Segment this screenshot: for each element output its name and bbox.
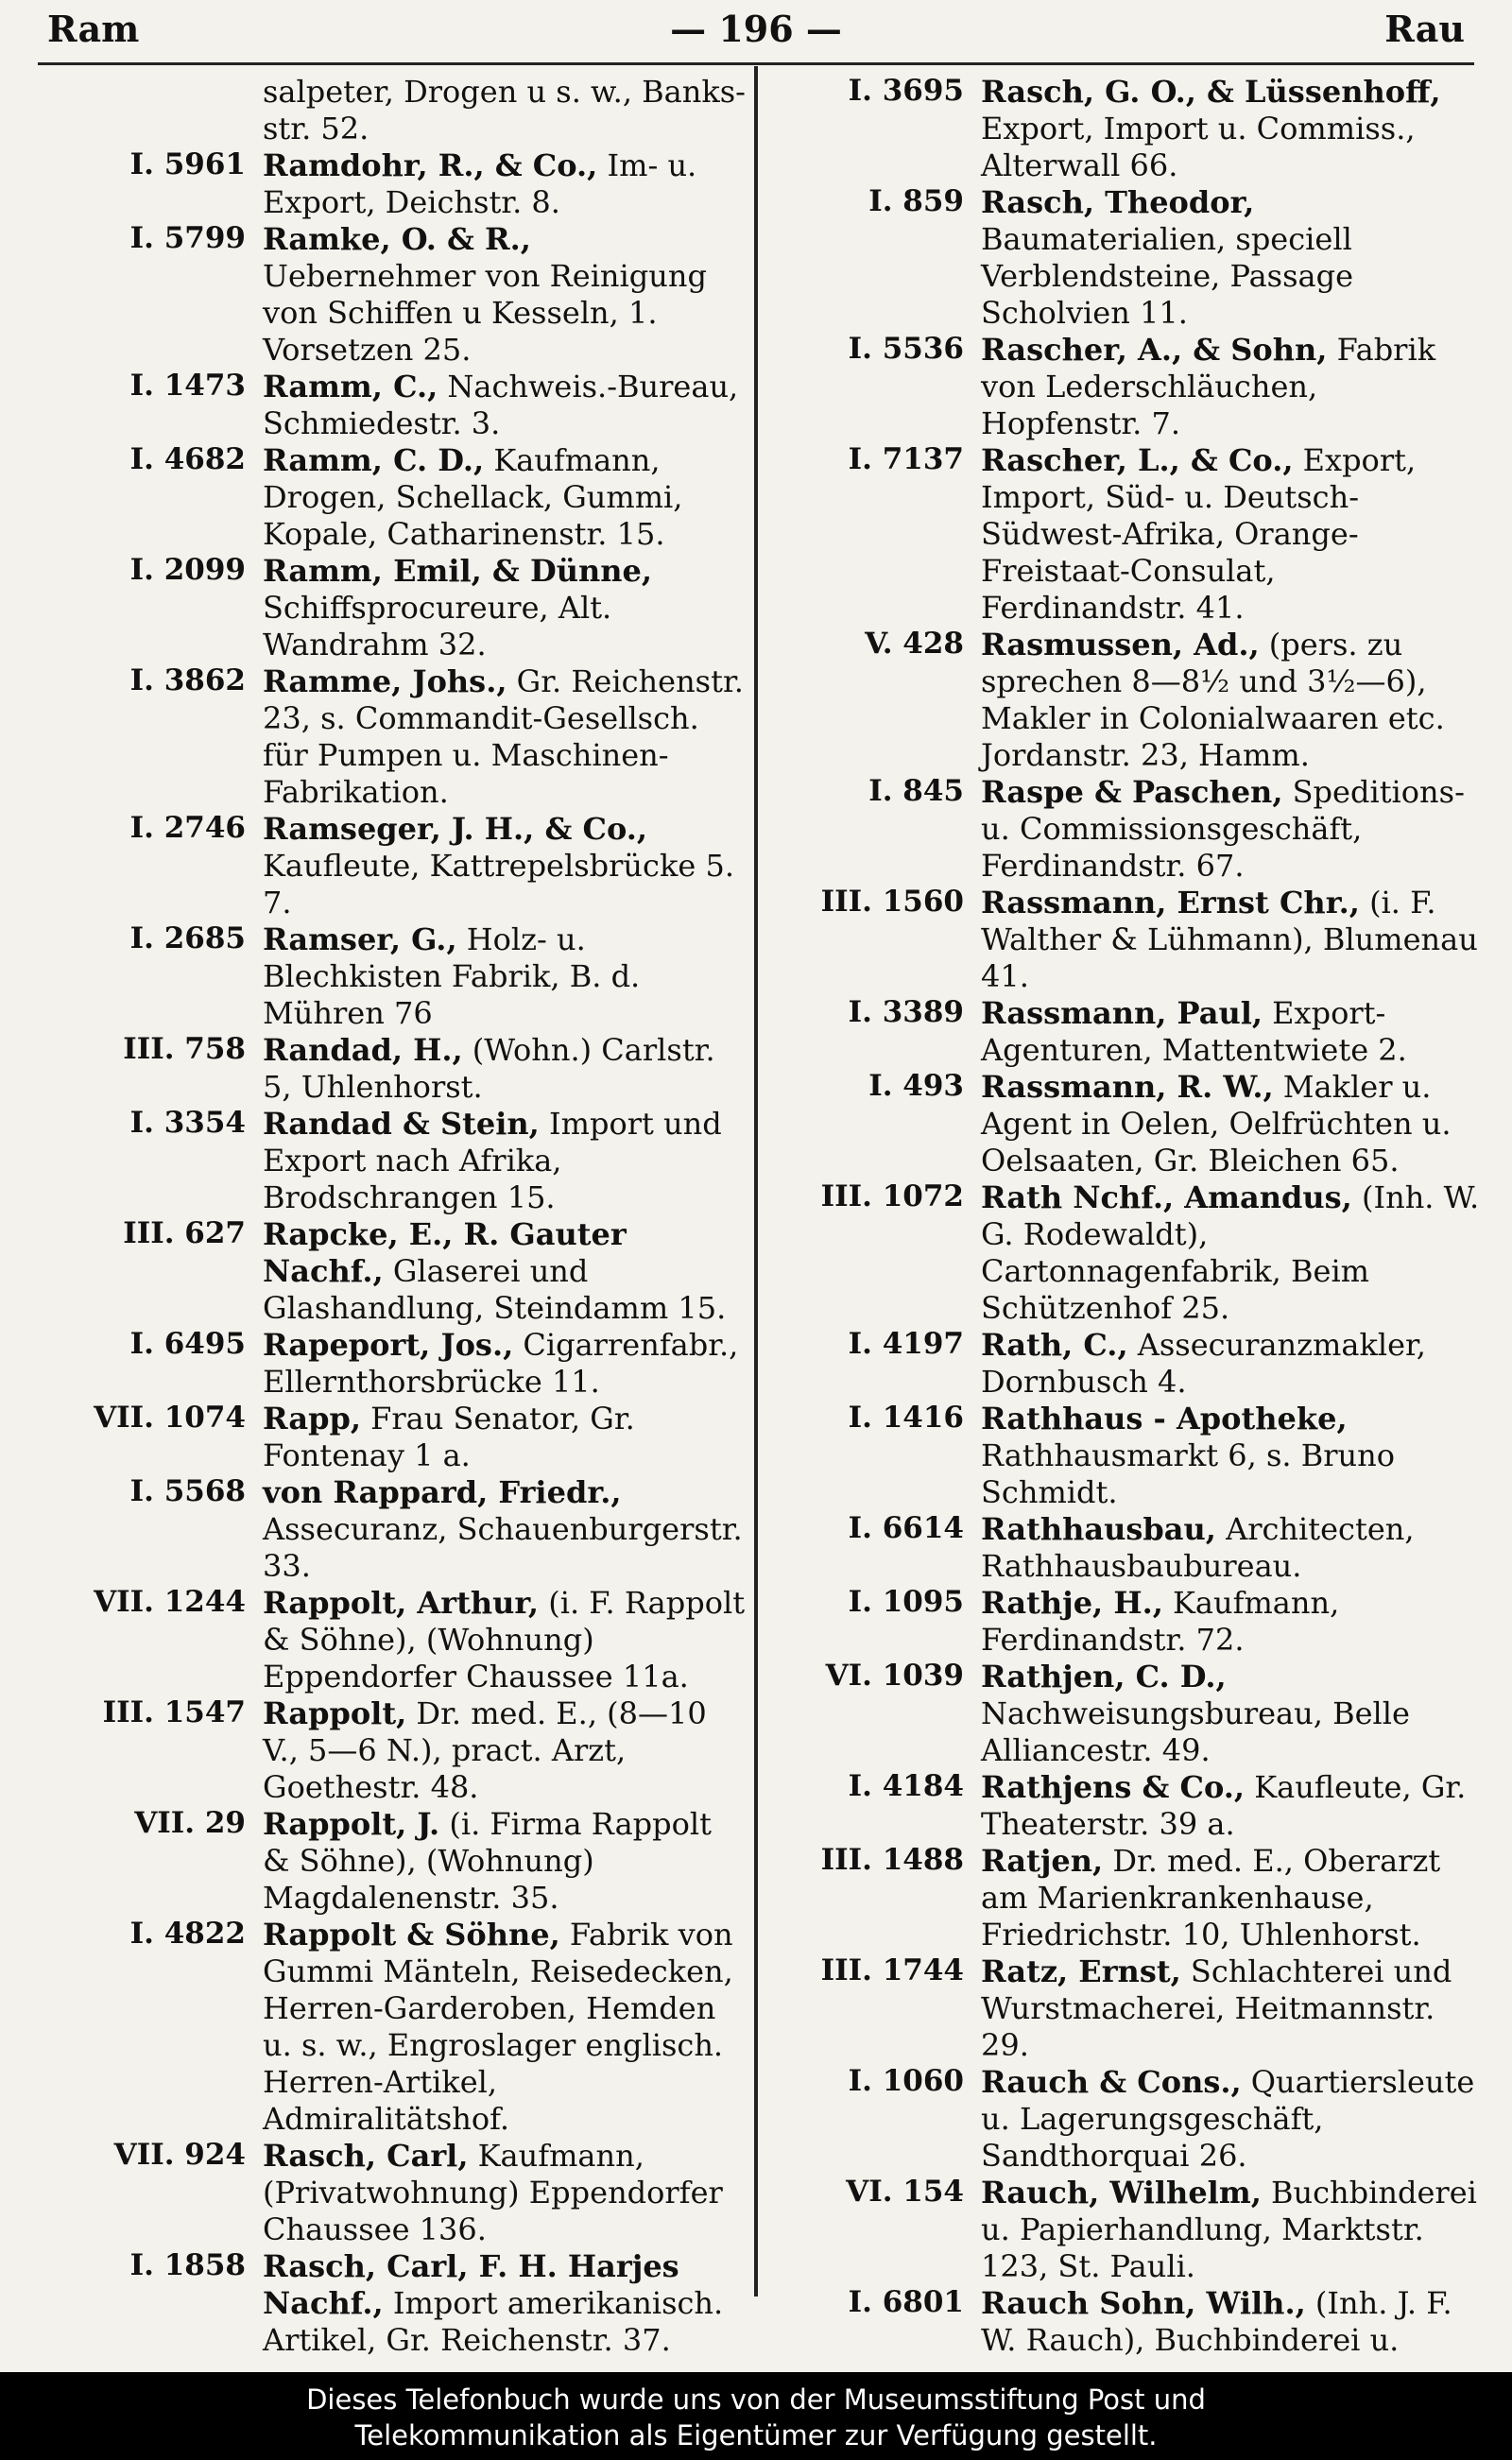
entry-details: Dr. med. E., (8—10 V., 5—6 N.), pract. Arzt, Goethestr. 48. <box>263 1695 707 1805</box>
entry-details: Import amerikanisch. Artikel, Gr. Reichenstr. 37. <box>263 2285 724 2358</box>
directory-entry <box>57 1032 747 1106</box>
entry-details: Uebernehmer von Reinigung von Schiffen u Kesseln, 1. Vorsetzen 25. <box>263 258 707 368</box>
phone-number: I. 3354 <box>129 1106 246 1140</box>
footer-line-2: Telekommunikation als Eigentümer zur Verfügung gestellt. <box>354 2419 1158 2451</box>
entry-details: Buchbinderei u. Papierhandlung, Marktstr. 123, St. Pauli. <box>981 2175 1477 2284</box>
entry-details: Schiffsprocureure, Alt. Wandrahm 32. <box>263 590 612 662</box>
entry-text <box>246 442 747 553</box>
entry-details: Rathhausmarkt 6, s. Bruno Schmidt. <box>981 1437 1395 1510</box>
entry-text <box>964 1769 1480 1843</box>
entry-name: Rauch & Cons., <box>981 2064 1242 2100</box>
entry-name: Rassmann, R. W., <box>981 1069 1274 1105</box>
entry-text <box>246 2248 747 2359</box>
footer-notice <box>0 2372 1512 2460</box>
entry-name: Rathhaus - Apotheke, <box>981 1401 1348 1436</box>
directory-entry <box>57 1106 747 1216</box>
entry-details: Assecuranz, Schauenburgerstr. 33. <box>263 1511 743 1584</box>
entry-text <box>964 74 1480 184</box>
entry-details: Frau Senator, Gr. Fontenay 1 a. <box>263 1401 635 1473</box>
directory-entry <box>781 332 1480 442</box>
entry-name: Rasch, Carl, <box>263 2138 469 2174</box>
entry-name: Ramm, Emil, & Dünne, <box>263 553 652 589</box>
directory-entry <box>57 74 747 147</box>
phone-number: I. 5799 <box>129 221 246 255</box>
entry-details: Nachweis.-Bureau, Schmiedestr. 3. <box>263 369 739 441</box>
phone-number: I. 3862 <box>129 663 246 697</box>
entry-name: Ramser, G., <box>263 921 457 957</box>
directory-entry <box>781 74 1480 184</box>
entry-name: Rascher, A., & Sohn, <box>981 332 1328 368</box>
directory-entry <box>57 2138 747 2248</box>
phone-number: VI. 1039 <box>825 1659 964 1693</box>
phone-number: III. 1488 <box>820 1843 964 1877</box>
entry-text <box>964 1179 1480 1327</box>
directory-entry <box>781 1327 1480 1401</box>
phone-number: I. 2099 <box>129 553 246 587</box>
entry-text <box>246 1695 747 1806</box>
entry-text <box>964 184 1480 332</box>
entry-details: Dr. med. E., Oberarzt am Marienkrankenhause, Friedrichstr. 10, Uhlenhorst. <box>981 1843 1441 1953</box>
entry-details: Kaufleute, Kattrepelsbrücke 5. 7. <box>263 848 734 920</box>
phone-number: I. 6801 <box>848 2285 964 2319</box>
entry-name: Rath, C., <box>981 1327 1128 1363</box>
directory-entry <box>781 1953 1480 2064</box>
entry-name: Rappolt, <box>263 1695 407 1731</box>
entry-details: Kaufmann, Ferdinandstr. 72. <box>981 1585 1340 1658</box>
entry-text <box>246 921 747 1032</box>
directory-entry <box>57 147 747 221</box>
entry-details: (Wohn.) Carlstr. 5, Uhlenhorst. <box>263 1032 715 1105</box>
entry-text <box>246 1401 747 1474</box>
entry-name: Rascher, L., & Co., <box>981 442 1294 478</box>
phone-number: III. 627 <box>123 1216 246 1250</box>
entry-name: Ramseger, J. H., & Co., <box>263 811 647 847</box>
entry-text <box>246 1216 747 1327</box>
entry-name: Rauch Sohn, Wilh., <box>981 2285 1306 2321</box>
phone-number: I. 1095 <box>848 1585 964 1619</box>
entry-details: Assecuranzmakler, Dornbusch 4. <box>981 1327 1426 1400</box>
entry-text <box>964 995 1480 1069</box>
phone-number: I. 1858 <box>129 2248 246 2282</box>
directory-entry <box>781 885 1480 995</box>
entry-details: Import und Export nach Afrika, Brodschrangen 15. <box>263 1106 722 1215</box>
phone-number: I. 1416 <box>848 1401 964 1435</box>
entry-text <box>246 553 747 663</box>
directory-entry <box>781 1843 1480 1953</box>
directory-entry <box>781 1585 1480 1659</box>
entry-details: (pers. zu sprechen 8—8½ und 3½—6), Makler in Colonialwaaren etc. Jordanstr. 23, Hamm. <box>981 627 1445 773</box>
entry-name: Ramdohr, R., & Co., <box>263 147 598 183</box>
entry-details: Gr. Reichenstr. 23, s. Commandit-Gesellsch. für Pumpen u. Maschinen-Fabrikation. <box>263 663 744 810</box>
directory-entry <box>57 1401 747 1474</box>
phone-number: VII. 29 <box>134 1806 246 1840</box>
phone-number: VII. 1244 <box>94 1585 246 1619</box>
entry-text <box>246 1585 747 1695</box>
entry-details: (i. Firma Rappolt & Söhne), (Wohnung) Magdalenenstr. 35. <box>263 1806 712 1916</box>
entry-details: Export, Import, Süd- u. Deutsch-Südwest-Afrika, Orange-Freistaat-Consulat, Ferdinandstr. 41. <box>981 442 1417 626</box>
phone-number: III. 758 <box>123 1032 246 1066</box>
column-divider <box>754 66 758 2297</box>
entry-details: Export, Import u. Commiss., Alterwall 66. <box>981 111 1416 183</box>
phone-number: III. 1560 <box>820 885 964 919</box>
entry-text <box>246 2138 747 2248</box>
entry-details: Kaufleute, Gr. Theaterstr. 39 a. <box>981 1769 1467 1842</box>
entry-name: Randad, H., <box>263 1032 463 1068</box>
entry-details: Holz- u. Blechkisten Fabrik, B. d. Mühren 76 <box>263 921 641 1031</box>
phone-number: I. 5568 <box>129 1474 246 1508</box>
phone-number <box>57 74 246 147</box>
directory-entry <box>57 921 747 1032</box>
directory-entry <box>57 1585 747 1695</box>
entry-text <box>246 1032 747 1106</box>
entry-name: Rassmann, Ernst Chr., <box>981 885 1360 920</box>
entry-name: Ramke, O. & R., <box>263 221 531 257</box>
entry-name: Rasch, Theodor, <box>981 184 1255 220</box>
phone-number: III. 1547 <box>102 1695 246 1729</box>
phone-number: I. 859 <box>868 184 964 218</box>
directory-entry <box>57 1695 747 1806</box>
entry-name: Ratz, Ernst, <box>981 1953 1181 1989</box>
entry-details: Glaserei und Glashandlung, Steindamm 15. <box>263 1253 727 1326</box>
phone-number: I. 3695 <box>848 74 964 108</box>
directory-entry <box>781 184 1480 332</box>
phone-number: I. 1060 <box>848 2064 964 2098</box>
entry-details: Architecten, Rathhausbaubureau. <box>981 1511 1415 1584</box>
entry-text <box>964 1069 1480 1179</box>
entry-name: Rappolt, Arthur, <box>263 1585 540 1621</box>
directory-entry <box>781 2175 1480 2285</box>
header-left-keyword: Ram <box>47 8 140 50</box>
directory-entry <box>781 1659 1480 1769</box>
entry-text <box>246 663 747 811</box>
directory-entry <box>781 442 1480 627</box>
directory-entry <box>57 1917 747 2138</box>
footer-line-1: Dieses Telefonbuch wurde uns von der Museumsstiftung Post und <box>306 2383 1206 2416</box>
phone-number: I. 6614 <box>848 1511 964 1545</box>
entry-details: (i. F. Walther & Lühmann), Blumenau 41. <box>981 885 1478 994</box>
entry-text <box>964 442 1480 627</box>
entry-name: von Rappard, Friedr., <box>263 1474 622 1510</box>
entry-name: Rappolt, J. <box>263 1806 440 1842</box>
entry-details: Nachweisungsbureau, Belle Alliancestr. 49. <box>981 1695 1410 1768</box>
phone-number: I. 493 <box>868 1069 964 1103</box>
entry-text <box>246 1327 747 1401</box>
directory-entry <box>57 1474 747 1585</box>
entry-name: Rathjen, C. D., <box>981 1659 1227 1694</box>
directory-entry <box>57 2248 747 2359</box>
entry-details: Makler u. Agent in Oelen, Oelfrüchten u. Oelsaaten, Gr. Bleichen 65. <box>981 1069 1452 1178</box>
phone-number: I. 2746 <box>129 811 246 845</box>
entry-name: Ramm, C. D., <box>263 442 485 478</box>
directory-entry <box>57 221 747 369</box>
entry-text <box>964 885 1480 995</box>
entry-details: Im- u. Export, Deichstr. 8. <box>263 147 697 220</box>
phone-number: I. 7137 <box>848 442 964 476</box>
entry-details: Kaufmann, Drogen, Schellack, Gummi, Kopale, Catharinenstr. 15. <box>263 442 683 552</box>
entry-name: Rasmussen, Ad., <box>981 627 1260 662</box>
phone-number: III. 1744 <box>820 1953 964 1987</box>
entry-name: Raspe & Paschen, <box>981 774 1283 810</box>
phone-number: I. 845 <box>868 774 964 808</box>
entry-name: Rassmann, Paul, <box>981 995 1263 1031</box>
entry-details: Schlachterei und Wurstmacherei, Heitmannstr. 29. <box>981 1953 1452 2063</box>
phone-number: I. 4184 <box>848 1769 964 1803</box>
phone-number: I. 2685 <box>129 921 246 955</box>
entry-name: Rapeport, Jos., <box>263 1327 514 1363</box>
entry-name: Rathhausbau, <box>981 1511 1216 1547</box>
entry-text <box>964 1585 1480 1659</box>
phone-number: I. 4682 <box>129 442 246 476</box>
entry-name: Rath Nchf., Amandus, <box>981 1179 1352 1215</box>
entry-text <box>246 74 747 147</box>
entry-details: Quartiersleute u. Lagerungsgeschäft, Sandthorquai 26. <box>981 2064 1475 2174</box>
entry-name: Ramm, C., <box>263 369 438 404</box>
phone-number: VII. 924 <box>113 2138 246 2172</box>
directory-entry <box>781 627 1480 774</box>
right-column <box>781 74 1480 2359</box>
phone-number: III. 1072 <box>820 1179 964 1213</box>
directory-entry <box>781 2285 1480 2359</box>
entry-text <box>964 1953 1480 2064</box>
entry-name: Rathjens & Co., <box>981 1769 1246 1805</box>
entry-details: Fabrik von Lederschläuchen, Hopfenstr. 7. <box>981 332 1436 441</box>
entry-text <box>964 2285 1480 2359</box>
directory-entry <box>781 1769 1480 1843</box>
phone-number: I. 3389 <box>848 995 964 1029</box>
entry-text <box>964 332 1480 442</box>
directory-entry <box>781 1179 1480 1327</box>
entry-text <box>964 2064 1480 2175</box>
entry-details: (Inh. J. F. W. Rauch), Buchbinderei u. <box>981 2285 1452 2358</box>
directory-entry <box>57 1216 747 1327</box>
directory-entry <box>57 1327 747 1401</box>
phone-number: I. 6495 <box>129 1327 246 1361</box>
entry-details: Speditions- u. Commissionsgeschäft, Ferdinandstr. 67. <box>981 774 1465 884</box>
entry-text <box>964 1843 1480 1953</box>
entry-text <box>246 1474 747 1585</box>
phone-number: I. 5536 <box>848 332 964 366</box>
entry-name: Rauch, Wilhelm, <box>981 2175 1262 2211</box>
entry-name: Rathje, H., <box>981 1585 1163 1621</box>
page-number: — 196 — <box>670 8 842 50</box>
entry-details: Baumaterialien, speciell Verblendsteine, Passage Scholvien 11. <box>981 221 1354 331</box>
header-rule <box>38 62 1474 65</box>
directory-entry <box>57 1806 747 1917</box>
entry-text <box>246 369 747 442</box>
directory-entry <box>57 369 747 442</box>
entry-text <box>964 1659 1480 1769</box>
page-header <box>47 8 1465 60</box>
phone-number: I. 4822 <box>129 1917 246 1951</box>
entry-name: Randad & Stein, <box>263 1106 540 1142</box>
entry-details: Cigarrenfabr., Ellernthorsbrücke 11. <box>263 1327 739 1400</box>
entry-text <box>246 1917 747 2138</box>
directory-entry <box>781 774 1480 885</box>
directory-entry <box>781 995 1480 1069</box>
entry-name: Ramme, Johs., <box>263 663 507 699</box>
entry-text <box>246 1106 747 1216</box>
entry-text <box>964 2175 1480 2285</box>
entry-name: Rapcke, E., R. Gauter Nachf., <box>263 1216 627 1289</box>
directory-entry <box>57 442 747 553</box>
phone-number: VII. 1074 <box>94 1401 246 1435</box>
phone-number: VI. 154 <box>846 2175 964 2209</box>
entry-name: Ratjen, <box>981 1843 1104 1879</box>
directory-entry <box>57 811 747 921</box>
phone-number: I. 1473 <box>129 369 246 403</box>
phone-number: I. 5961 <box>129 147 246 181</box>
entry-text <box>964 1327 1480 1401</box>
directory-entry <box>781 1511 1480 1585</box>
entry-text <box>964 774 1480 885</box>
entry-text <box>964 1511 1480 1585</box>
entry-name: Rappolt & Söhne, <box>263 1917 560 1953</box>
header-right-keyword: Rau <box>1384 8 1465 50</box>
directory-entry <box>57 663 747 811</box>
entry-details: salpeter, Drogen u s. w., Banks-str. 52. <box>263 74 746 146</box>
entry-text <box>964 1401 1480 1511</box>
phone-number: V. 428 <box>865 627 964 661</box>
directory-entry <box>781 1069 1480 1179</box>
entry-details: Kaufmann, (Privatwohnung) Eppendorfer Chaussee 136. <box>263 2138 723 2247</box>
entry-details: Export-Agenturen, Mattentwiete 2. <box>981 995 1407 1068</box>
entry-text <box>246 147 747 221</box>
entry-name: Rasch, Carl, F. H. Harjes Nachf., <box>263 2248 679 2321</box>
entry-name: Rapp, <box>263 1401 361 1436</box>
left-column <box>57 74 747 2359</box>
phone-number: I. 4197 <box>848 1327 964 1361</box>
entry-text <box>964 627 1480 774</box>
entry-text <box>246 221 747 369</box>
entry-details: (i. F. Rappolt & Söhne), (Wohnung) Eppendorfer Chaussee 11a. <box>263 1585 746 1694</box>
directory-entry <box>57 553 747 663</box>
directory-entry <box>781 2064 1480 2175</box>
entry-name: Rasch, G. O., & Lüssenhoff, <box>981 74 1441 110</box>
entry-text <box>246 811 747 921</box>
entry-details: (Inh. W. G. Rodewaldt), Cartonnagenfabrik, Beim Schützenhof 25. <box>981 1179 1480 1326</box>
entry-details: Fabrik von Gummi Mänteln, Reisedecken, Herren-Garderoben, Hemden u. s. w., Engroslager englisch. Herren-Artikel, Admiralitätshof. <box>263 1917 733 2137</box>
entry-text <box>246 1806 747 1917</box>
directory-entry <box>781 1401 1480 1511</box>
